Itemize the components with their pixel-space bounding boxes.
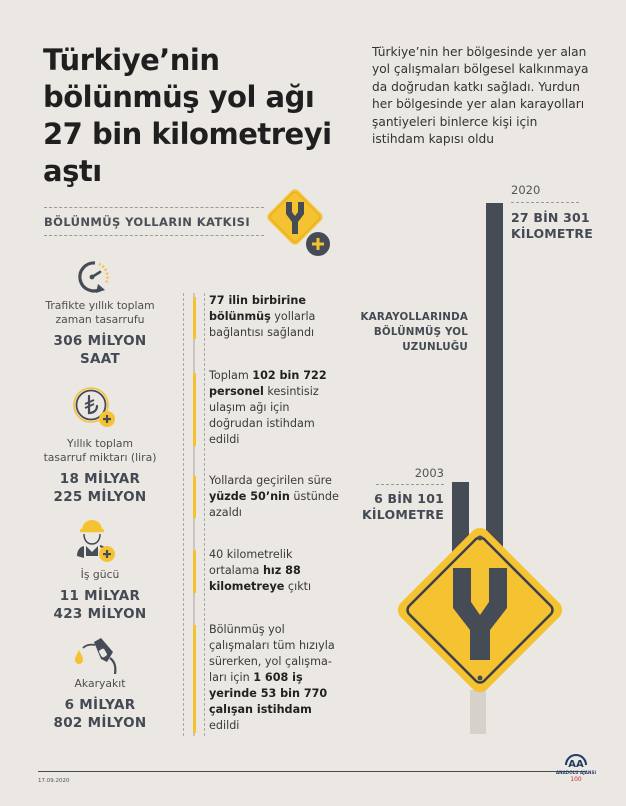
intro-line: istihdam kapısı oldu: [372, 132, 494, 147]
stat-label: [30, 677, 170, 691]
fact-highlight: 102 bin 722: [252, 369, 327, 382]
fact-text: ortalama: [209, 564, 263, 577]
fact-highlight: personel: [209, 385, 264, 398]
bar-value-line: 6 BİN 101: [374, 491, 444, 506]
fact-line: ulaşım ağı için: [209, 401, 290, 414]
fact-line: [209, 579, 344, 595]
fact-highlight: 1 608 iş: [253, 671, 303, 684]
fact-line: azaldı: [209, 506, 242, 519]
bar-2020: [486, 203, 503, 563]
chart-title-line: KARAYOLLARINDA: [360, 311, 468, 323]
fact-average-speed: [209, 547, 344, 595]
speedometer-clock-icon: [72, 256, 114, 298]
stat-value: [30, 587, 170, 623]
bar-value-2020: [511, 210, 593, 242]
lira-coin-plus-icon: [72, 386, 118, 432]
title-line: 27 bin kilometreyi: [43, 117, 332, 151]
stat-value-line: 225 MİLYON: [53, 489, 147, 505]
publish-date: 17.09.2020: [38, 778, 70, 784]
stat-value-line: 11 MİLYAR: [59, 588, 141, 604]
chart-title-line: BÖLÜNMÜŞ YOL: [373, 326, 468, 338]
agency-name: ANADOLU AJANSI: [555, 770, 597, 775]
road-edge-line: [183, 293, 184, 736]
year-divider: [376, 484, 444, 485]
intro-paragraph: [372, 44, 622, 148]
fact-provinces-connected: [209, 293, 344, 341]
road-edge-line: [204, 293, 205, 736]
fact-line: [209, 702, 344, 718]
stat-money-saving: [30, 437, 170, 506]
stat-value: [30, 696, 170, 732]
svg-text:AA: AA: [568, 759, 584, 769]
fact-line: [209, 384, 344, 400]
stat-value-line: 423 MİLYON: [53, 606, 147, 622]
chart-title-line: UZUNLUĞU: [402, 341, 468, 353]
fact-travel-time-reduced: [209, 473, 344, 521]
stat-value: [30, 470, 170, 506]
anniversary-badge: 100: [570, 776, 582, 783]
fact-highlight: kilometreye: [209, 580, 285, 593]
stat-fuel: [30, 677, 170, 732]
fact-personnel-employed: [209, 368, 344, 448]
divided-road-sign-icon: [390, 519, 570, 701]
stat-label-line: İş gücü: [80, 568, 120, 581]
title-line: aştı: [43, 154, 102, 188]
fact-line: edildi: [209, 719, 240, 732]
intro-line: yol çalışmaları bölgesel kalkınmaya: [372, 62, 589, 77]
fact-text: Toplam: [209, 369, 253, 382]
fact-text: ları için: [209, 671, 254, 684]
aa-logo-icon: [555, 749, 597, 769]
fact-text: yollarla: [270, 310, 316, 323]
stat-label-line: zaman tasarrufu: [55, 313, 145, 326]
chart-title: [340, 310, 468, 355]
stat-time-saving: [30, 299, 170, 368]
stat-value-line: 6 MİLYAR: [64, 697, 136, 713]
stat-value-line: 802 MİLYON: [53, 715, 147, 731]
fuel-nozzle-icon: [70, 636, 120, 676]
year-divider: [511, 202, 579, 203]
stat-label: [30, 299, 170, 327]
bar-value-line: KİLOMETRE: [511, 226, 593, 241]
stat-label-line: Yıllık toplam: [66, 437, 134, 450]
road-dash-marker: [193, 625, 196, 733]
stat-value-line: 18 MİLYAR: [59, 471, 141, 487]
road-dash-marker: [193, 297, 196, 339]
road-dash-marker: [193, 373, 196, 446]
section-heading: BÖLÜNMÜŞ YOLLARIN KATKISI: [44, 207, 264, 236]
intro-line: Türkiye’nin her bölgesinde yer alan: [372, 45, 587, 59]
fact-line: [209, 686, 344, 702]
fact-worksites-employment: [209, 622, 344, 734]
divided-road-sign-plus-icon: [262, 188, 334, 260]
stat-label: [30, 568, 170, 582]
footer-divider: [38, 771, 586, 772]
road-dash-marker: [193, 476, 196, 518]
fact-line: 40 kilometrelik: [209, 548, 293, 561]
fact-line: [209, 670, 344, 686]
fact-line: doğrudan istihdam: [209, 417, 315, 430]
fact-text: çıktı: [284, 580, 312, 593]
fact-line: çalışmaları tüm hızıyla: [209, 639, 335, 652]
agency-logo: [555, 749, 597, 783]
bar-value-line: 27 BİN 301: [511, 210, 590, 225]
fact-line: [209, 489, 344, 505]
fact-highlight: yüzde 50’nin: [209, 490, 290, 503]
fact-highlight: çalışan istihdam: [209, 703, 312, 716]
stat-label-line: Akaryakıt: [74, 677, 126, 690]
bar-year-2003: 2003: [414, 466, 444, 480]
fact-highlight: 77 ilin birbirine: [209, 294, 306, 307]
stat-value-line: 306 MİLYON: [53, 333, 147, 349]
stat-label: [30, 437, 170, 465]
fact-highlight: yerinde 53 bin 770: [209, 687, 328, 700]
stat-label-line: Trafikte yıllık toplam: [45, 299, 155, 312]
road-dash-marker: [193, 550, 196, 593]
title-line: bölünmüş yol ağı: [43, 80, 315, 114]
intro-line: şantiyeleri binlerce kişi için: [372, 114, 538, 129]
fact-line: [209, 368, 344, 384]
stat-value-line: SAAT: [80, 351, 120, 367]
fact-line: [209, 563, 344, 579]
bar-value-line: KİLOMETRE: [362, 507, 444, 522]
fact-line: [209, 309, 344, 325]
title-line: Türkiye’nin: [43, 43, 220, 77]
intro-line: her bölgesinde yer alan karayolları: [372, 97, 585, 112]
bar-year-2020: 2020: [511, 183, 541, 197]
fact-line: [209, 293, 344, 309]
fact-line: Yollarda geçirilen süre: [209, 474, 332, 487]
fact-highlight: hız 88: [262, 564, 301, 577]
stat-label-line: tasarruf miktarı (lira): [43, 451, 157, 464]
fact-line: bağlantısı sağlandı: [209, 326, 315, 339]
fact-line: sürerken, yol çalışma-: [209, 655, 332, 668]
intro-line: da doğrudan katkı sağladı. Yurdun: [372, 79, 580, 94]
worker-hardhat-plus-icon: [72, 516, 118, 566]
fact-text: üstünde: [289, 490, 339, 503]
stat-workforce: [30, 568, 170, 623]
fact-line: Bölünmüş yol: [209, 623, 285, 636]
stat-value: [30, 332, 170, 368]
fact-highlight: bölünmüş: [209, 310, 271, 323]
fact-line: edildi: [209, 433, 240, 446]
fact-text: kesintisiz: [263, 385, 319, 398]
page-title: [43, 42, 363, 190]
